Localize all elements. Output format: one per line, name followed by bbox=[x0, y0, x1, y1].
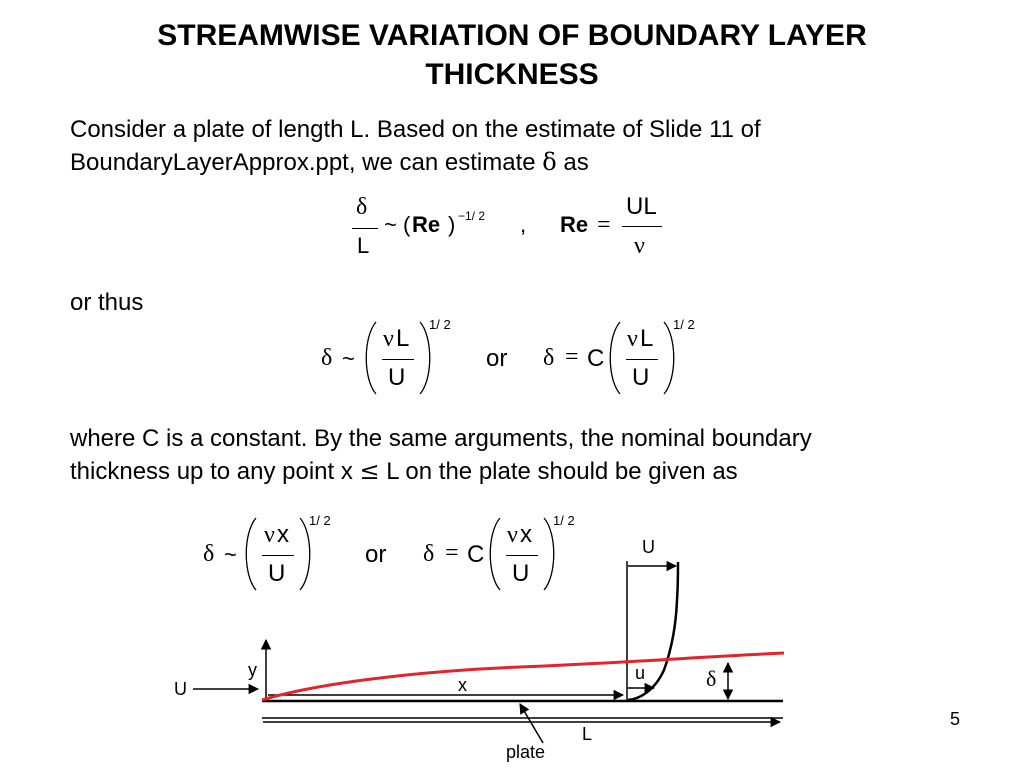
eq1-close-paren: ) bbox=[448, 212, 456, 237]
eq3-exponent-rhs: 1/ 2 bbox=[553, 513, 575, 528]
where-line-2-end: L on the plate should be given as bbox=[386, 458, 738, 485]
eq3-nu: ν bbox=[264, 522, 275, 548]
eq3-numerator: x bbox=[277, 521, 289, 548]
eq3-denominator-rhs: U bbox=[512, 560, 530, 587]
boundary-layer-diagram bbox=[193, 561, 784, 743]
title-line-1: STREAMWISE VARIATION OF BOUNDARY LAYER bbox=[157, 19, 867, 52]
diagram-label-plate: plate bbox=[506, 742, 546, 762]
eq3-or: or bbox=[365, 541, 387, 568]
intro-line-2-text: BoundaryLayerApprox.ppt, we can estimate bbox=[70, 149, 536, 176]
eq3-delta-rhs: δ bbox=[423, 541, 435, 567]
eq1-delta: δ bbox=[356, 194, 368, 220]
eq1-re-lhs: Re bbox=[560, 212, 589, 237]
eq2-right-paren-rhs bbox=[664, 322, 674, 394]
eq3-exponent: 1/ 2 bbox=[309, 513, 331, 528]
where-line-1: where C is a constant. By the same arguments, the nominal boundary bbox=[70, 425, 812, 452]
diagram-label-u-free: U bbox=[174, 679, 187, 699]
eq3-right-paren bbox=[300, 518, 310, 590]
eq3-equals: = bbox=[445, 540, 459, 566]
eq2-exponent-rhs: 1/ 2 bbox=[673, 317, 695, 332]
eq2-denominator: U bbox=[388, 364, 406, 391]
eq2-denominator-rhs: U bbox=[632, 364, 650, 391]
eq2-numerator-rhs: L bbox=[640, 325, 654, 352]
diagram-label-u-local: u bbox=[635, 663, 646, 683]
eq2-left-paren-rhs bbox=[610, 322, 620, 394]
eq3-right-paren-rhs bbox=[544, 518, 554, 590]
eq2-nu: ν bbox=[383, 326, 394, 352]
eq3-denominator: U bbox=[268, 560, 286, 587]
leq-symbol: ≤ bbox=[359, 457, 380, 485]
eq3-delta: δ bbox=[203, 541, 215, 567]
eq3-left-paren bbox=[246, 518, 256, 590]
diagram-label-y: y bbox=[248, 660, 257, 680]
eq3-nu-rhs: ν bbox=[507, 522, 518, 548]
intro-line-2-end: as bbox=[563, 149, 589, 176]
diagram-label-u-top: U bbox=[642, 537, 655, 557]
eq2-constant-c: C bbox=[587, 345, 605, 372]
where-line-2-text: thickness up to any point x bbox=[70, 458, 353, 485]
eq3-numerator-rhs: x bbox=[520, 521, 532, 548]
eq1-exponent: −1/ 2 bbox=[458, 209, 486, 223]
eq2-exponent: 1/ 2 bbox=[429, 317, 451, 332]
eq3-left-paren-rhs bbox=[490, 518, 500, 590]
eq3-constant-c: C bbox=[467, 541, 485, 568]
or-thus-text: or thus bbox=[70, 289, 144, 316]
page-number: 5 bbox=[950, 709, 961, 729]
eq1-tilde: ~ bbox=[384, 212, 397, 237]
eq1-re: Re bbox=[412, 212, 441, 237]
diagram-label-l: L bbox=[582, 724, 593, 744]
eq1-equals: = bbox=[597, 212, 611, 238]
eq2-equals: = bbox=[565, 344, 579, 370]
eq1-re-numerator: UL bbox=[626, 193, 657, 220]
eq2-tilde: ~ bbox=[342, 346, 355, 371]
eq1-nu: ν bbox=[634, 233, 645, 259]
eq2-or: or bbox=[486, 345, 508, 372]
intro-line-1: Consider a plate of length L. Based on the estimate of Slide 11 of bbox=[70, 116, 761, 143]
eq2-numerator: L bbox=[396, 325, 410, 352]
eq1-open-paren: ( bbox=[403, 212, 411, 237]
plate-pointer-arrow bbox=[520, 704, 543, 743]
eq2-nu-rhs: ν bbox=[627, 326, 638, 352]
delta-symbol: δ bbox=[542, 148, 557, 176]
diagram-label-delta: δ bbox=[706, 666, 717, 691]
eq2-delta-rhs: δ bbox=[543, 345, 555, 371]
title-line-2: THICKNESS bbox=[425, 58, 599, 91]
eq2-right-paren bbox=[420, 322, 430, 394]
eq2-left-paren bbox=[366, 322, 376, 394]
eq1-denominator: L bbox=[357, 233, 370, 258]
diagram-label-x: x bbox=[458, 675, 467, 695]
eq3-tilde: ~ bbox=[224, 542, 237, 567]
eq1-comma: , bbox=[520, 212, 527, 237]
eq2-delta: δ bbox=[321, 345, 333, 371]
